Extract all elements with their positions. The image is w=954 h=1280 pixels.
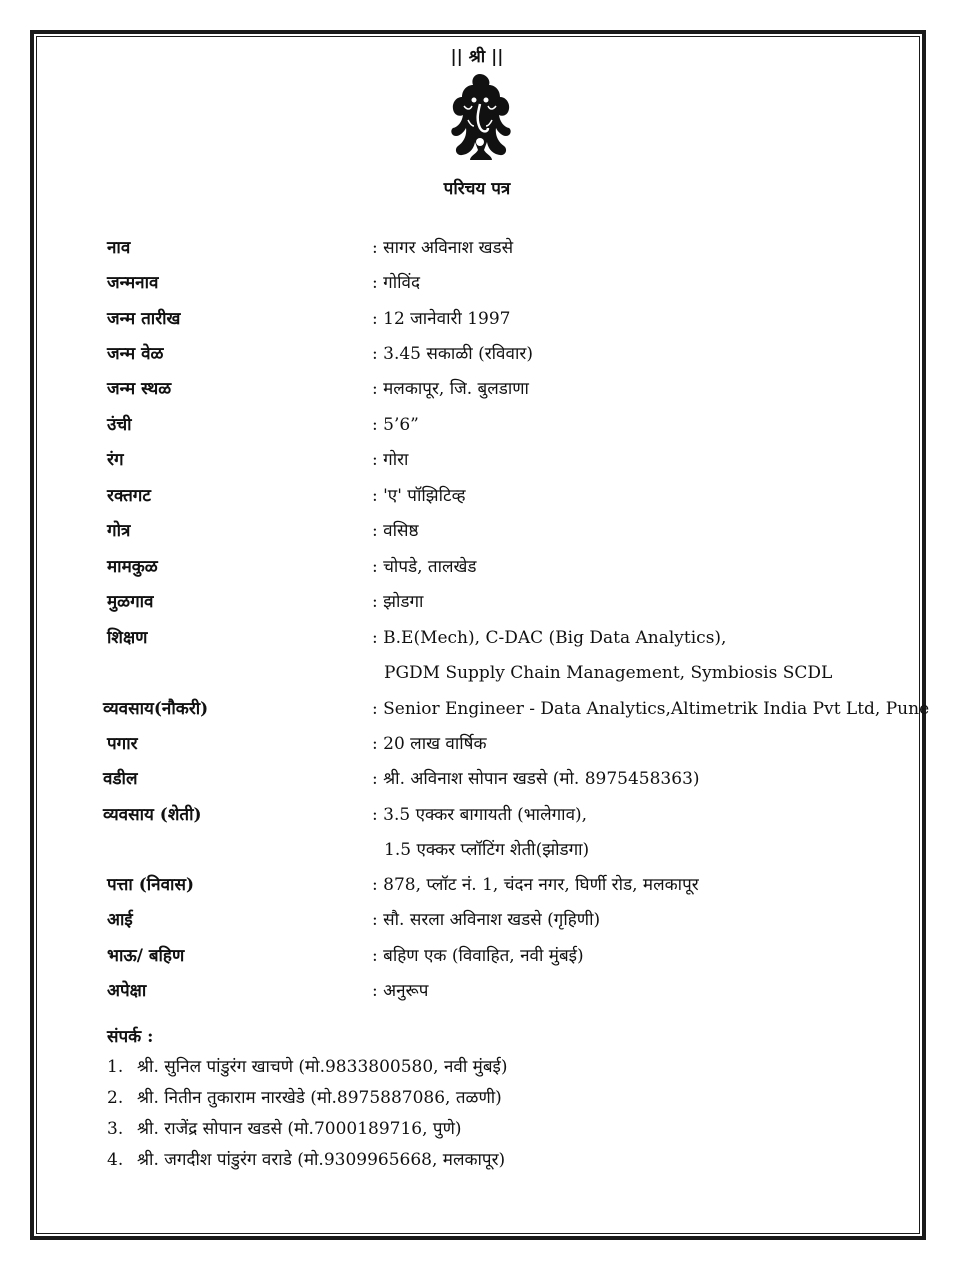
detail-label: व्यवसाय(नौकरी)	[103, 699, 209, 719]
detail-row-education	[0, 623, 954, 653]
detail-value-continued: PGDM Supply Chain Management, Symbiosis SCDL	[384, 663, 833, 683]
ganesh-icon	[440, 70, 520, 165]
contact-number: 4.	[107, 1150, 124, 1170]
detail-value: : Senior Engineer - Data Analytics,Altimetrik India Pvt Ltd, Pune	[372, 699, 930, 719]
detail-row-birth-date	[0, 304, 954, 334]
contact-text: श्री. राजेंद्र सोपान खडसे (मो.7000189716, पुणे)	[137, 1119, 462, 1139]
detail-label: भाऊ/ बहिण	[107, 946, 185, 966]
detail-value: : झोडगा	[372, 592, 424, 612]
detail-value: : 20 लाख वार्षिक	[372, 734, 487, 754]
detail-row-birth-time	[0, 339, 954, 369]
detail-value: : सौ. सरला अविनाश खडसे (गृहिणी)	[372, 910, 601, 930]
detail-label: उंची	[107, 415, 132, 435]
detail-row-height	[0, 410, 954, 440]
detail-row-farming-cont	[0, 835, 954, 865]
contact-item	[107, 1145, 505, 1175]
detail-label: व्यवसाय (शेती)	[103, 805, 202, 825]
detail-value: : गोरा	[372, 450, 409, 470]
detail-row-siblings	[0, 941, 954, 971]
detail-row-birth-place	[0, 374, 954, 404]
detail-value: : 878, प्लॉट नं. 1, चंदन नगर, घिर्णी रोड, मलकापूर	[372, 875, 699, 895]
contact-text: श्री. नितीन तुकाराम नारखेडे (मो.8975887086, तळणी)	[137, 1088, 502, 1108]
detail-value: : अनुरूप	[372, 981, 429, 1001]
detail-value: : B.E(Mech), C-DAC (Big Data Analytics),	[372, 628, 727, 648]
detail-value: : 'ए' पॉझिटिव्ह	[372, 486, 466, 506]
contact-number: 3.	[107, 1119, 124, 1139]
detail-value: : सागर अविनाश खडसे	[372, 238, 514, 258]
detail-label: रंग	[107, 450, 124, 470]
detail-value: : श्री. अविनाश सोपान खडसे (मो. 8975458363)	[372, 769, 700, 789]
detail-value: : बहिण एक (विवाहित, नवी मुंबई)	[372, 946, 584, 966]
detail-row-birth-name	[0, 268, 954, 298]
contact-text: श्री. जगदीश पांडुरंग वराडे (मो.9309965668, मलकापूर)	[137, 1150, 506, 1170]
detail-label: जन्म तारीख	[107, 309, 181, 329]
detail-label: रक्तगट	[107, 486, 151, 506]
detail-label: गोत्र	[107, 521, 131, 541]
detail-row-complexion	[0, 445, 954, 475]
detail-label: जन्म वेळ	[107, 344, 164, 364]
contact-text: श्री. सुनिल पांडुरंग खाचणे (मो.9833800580, नवी मुंबई)	[137, 1057, 508, 1077]
detail-value: : गोविंद	[372, 273, 420, 293]
detail-row-name	[0, 233, 954, 263]
detail-label: मुळगाव	[107, 592, 154, 612]
detail-row-occupation	[0, 694, 954, 724]
detail-label: अपेक्षा	[107, 981, 147, 1001]
contact-item	[107, 1083, 502, 1113]
detail-row-farming	[0, 800, 954, 830]
detail-value: : चोपडे, तालखेड	[372, 557, 477, 577]
detail-label: वडील	[103, 769, 138, 789]
detail-value-continued: 1.5 एक्कर प्लॉटिंग शेती(झोडगा)	[384, 840, 590, 860]
detail-label: पगार	[107, 734, 138, 754]
contact-number: 2.	[107, 1088, 124, 1108]
detail-label: नाव	[107, 238, 131, 258]
detail-value: : वसिष्ठ	[372, 521, 419, 541]
detail-value: : मलकापूर, जि. बुलडाणा	[372, 379, 529, 399]
detail-row-father	[0, 764, 954, 794]
detail-value: : 3.5 एक्कर बागायती (भालेगाव),	[372, 805, 588, 825]
contact-number: 1.	[107, 1057, 124, 1077]
detail-label: आई	[107, 910, 133, 930]
detail-label: शिक्षण	[107, 628, 148, 648]
detail-row-address	[0, 870, 954, 900]
document-title: परिचय पत्र	[443, 179, 511, 199]
detail-label: पत्ता (निवास)	[107, 875, 194, 895]
contact-heading: संपर्क :	[107, 1027, 154, 1047]
contact-item	[107, 1114, 462, 1144]
detail-label: जन्म स्थळ	[107, 379, 172, 399]
detail-row-expectation	[0, 976, 954, 1006]
detail-label: मामकुळ	[107, 557, 158, 577]
detail-row-salary	[0, 729, 954, 759]
detail-row-education-cont	[0, 658, 954, 688]
contact-item	[107, 1052, 508, 1082]
detail-row-native-village	[0, 587, 954, 617]
detail-value: : 5’6”	[372, 415, 419, 435]
invocation-text: || श्री ||	[450, 47, 504, 67]
detail-label: जन्मनाव	[107, 273, 159, 293]
detail-row-blood-group	[0, 481, 954, 511]
detail-row-maternal-family	[0, 552, 954, 582]
detail-value: : 12 जानेवारी 1997	[372, 309, 511, 329]
detail-row-mother	[0, 905, 954, 935]
detail-row-gotra	[0, 516, 954, 546]
detail-value: : 3.45 सकाळी (रविवार)	[372, 344, 533, 364]
